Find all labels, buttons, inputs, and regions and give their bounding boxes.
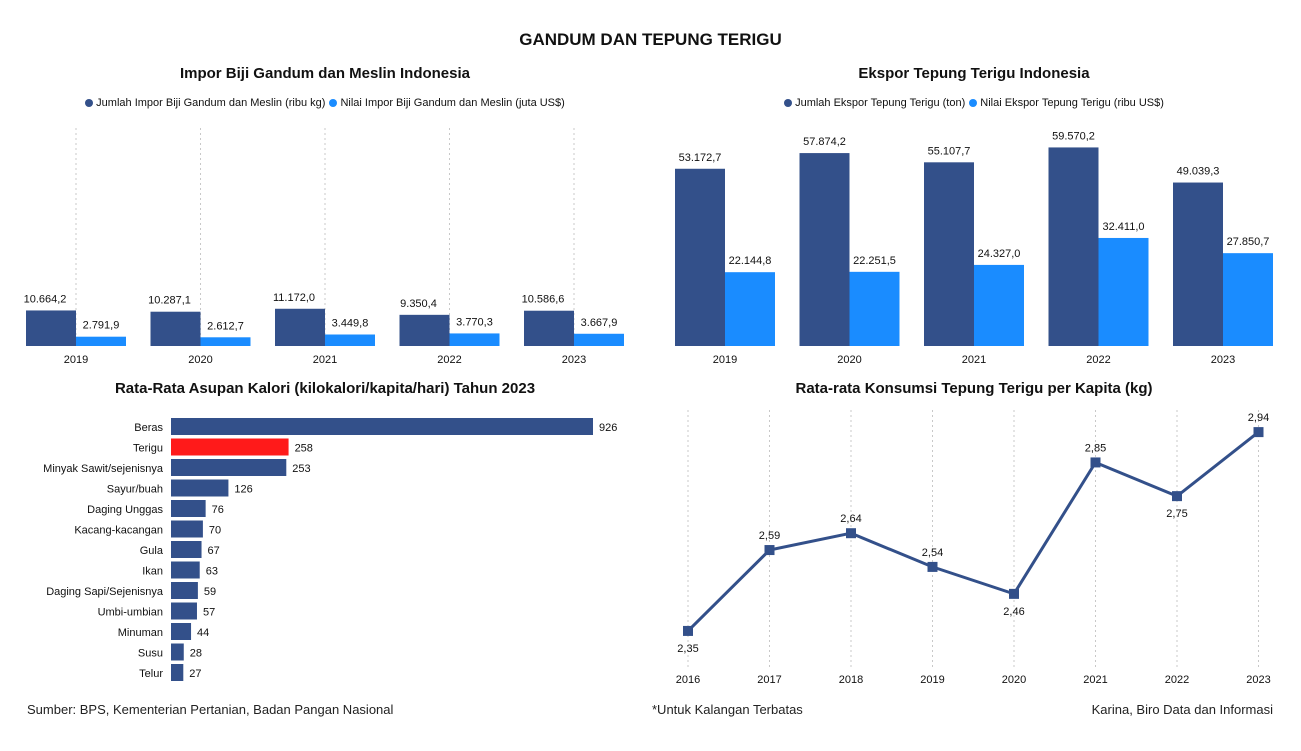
ekspor-legend-label-1: Jumlah Ekspor Tepung Terigu (ton) bbox=[795, 97, 966, 109]
data-label: 76 bbox=[211, 504, 224, 516]
bar-nilai bbox=[850, 272, 900, 346]
bar-nilai bbox=[76, 337, 126, 346]
data-label: 53.172,7 bbox=[678, 151, 722, 164]
category-label: Sayur/buah bbox=[106, 483, 163, 496]
bar-nilai bbox=[450, 333, 500, 346]
bar bbox=[171, 603, 197, 620]
data-label: 70 bbox=[208, 524, 222, 537]
legend-dot-icon bbox=[329, 99, 337, 107]
data-label: 926 bbox=[599, 422, 618, 434]
bar-jumlah bbox=[1049, 147, 1099, 346]
x-tick-label: 2021 bbox=[312, 354, 338, 366]
konsumsi-line-chart bbox=[650, 400, 1301, 695]
data-label: 10.664,2 bbox=[23, 293, 67, 306]
bar-jumlah bbox=[400, 315, 450, 346]
ekspor-legend-item-1 bbox=[784, 97, 965, 109]
author-note: Karina, Biro Data dan Informasi bbox=[1091, 702, 1273, 717]
category-label: Susu bbox=[137, 647, 163, 660]
data-label: 3.449,8 bbox=[331, 317, 369, 330]
data-label: 2,64 bbox=[840, 513, 862, 526]
impor-legend bbox=[15, 97, 635, 109]
x-tick-label: 2016 bbox=[675, 674, 701, 686]
impor-legend-item-1 bbox=[85, 97, 325, 109]
category-label: Umbi-umbian bbox=[97, 606, 163, 619]
data-label: 63 bbox=[205, 565, 218, 578]
bar-nilai bbox=[974, 265, 1024, 346]
data-label: 67 bbox=[207, 545, 220, 557]
data-label: 49.039,3 bbox=[1176, 165, 1220, 178]
x-tick-label: 2017 bbox=[757, 674, 782, 686]
data-label: 22.251,5 bbox=[853, 254, 896, 267]
data-label: 32.411,0 bbox=[1102, 220, 1145, 233]
bar-nilai bbox=[1099, 238, 1149, 346]
x-tick-label: 2020 bbox=[1001, 674, 1027, 686]
legend-dot-icon bbox=[85, 99, 93, 107]
category-label: Minuman bbox=[117, 627, 163, 639]
ekspor-chart-title: Ekspor Tepung Terigu Indonesia bbox=[858, 65, 1090, 82]
category-label: Gula bbox=[139, 545, 163, 557]
bar-jumlah bbox=[924, 162, 974, 346]
x-tick-label: 2019 bbox=[920, 674, 945, 686]
bar-jumlah bbox=[1173, 183, 1223, 346]
bar bbox=[171, 418, 593, 435]
bar-nilai bbox=[201, 337, 251, 346]
bar-nilai bbox=[574, 334, 624, 346]
category-label: Terigu bbox=[133, 442, 163, 455]
data-point bbox=[928, 562, 938, 572]
x-tick-label: 2023 bbox=[1246, 674, 1271, 686]
data-label: 258 bbox=[294, 442, 313, 455]
bar bbox=[171, 439, 289, 456]
data-label: 27 bbox=[189, 668, 202, 680]
data-label: 24.327,0 bbox=[977, 247, 1021, 260]
data-label: 57.874,2 bbox=[803, 136, 846, 149]
data-label: 2,54 bbox=[921, 546, 944, 559]
bar-nilai bbox=[725, 272, 775, 346]
legend-dot-icon bbox=[784, 99, 792, 107]
bar bbox=[171, 644, 184, 661]
page-title: GANDUM DAN TEPUNG TERIGU bbox=[519, 30, 782, 49]
data-label: 2,59 bbox=[758, 530, 781, 543]
data-point bbox=[683, 626, 693, 636]
impor-legend-item-2 bbox=[329, 97, 564, 109]
data-label: 3.667,9 bbox=[580, 316, 618, 329]
ekspor-bar-chart bbox=[650, 120, 1301, 370]
bar bbox=[171, 623, 191, 640]
bar-jumlah bbox=[26, 310, 76, 346]
x-tick-label: 2019 bbox=[63, 354, 89, 366]
x-tick-label: 2018 bbox=[838, 674, 864, 686]
bar-jumlah bbox=[151, 312, 201, 346]
category-label: Kacang-kacangan bbox=[74, 524, 163, 537]
bar bbox=[171, 582, 198, 599]
bar-nilai bbox=[325, 335, 375, 346]
data-point bbox=[1172, 491, 1182, 501]
ekspor-legend bbox=[650, 97, 1298, 109]
data-label: 2.612,7 bbox=[207, 320, 244, 333]
data-label: 57 bbox=[202, 606, 216, 619]
data-label: 44 bbox=[197, 627, 210, 639]
data-label: 27.850,7 bbox=[1226, 236, 1270, 249]
x-tick-label: 2022 bbox=[1086, 354, 1111, 366]
bar bbox=[171, 562, 200, 579]
x-tick-label: 2023 bbox=[1210, 354, 1236, 366]
data-label: 2,46 bbox=[1003, 605, 1025, 618]
data-label: 2.791,9 bbox=[82, 319, 120, 332]
impor-bar-chart bbox=[0, 120, 650, 370]
impor-chart-title: Impor Biji Gandum dan Meslin Indonesia bbox=[179, 65, 471, 82]
data-label: 10.586,6 bbox=[521, 293, 565, 306]
x-tick-label: 2021 bbox=[961, 354, 987, 366]
category-label: Ikan bbox=[142, 565, 163, 578]
data-label: 2,75 bbox=[1166, 508, 1188, 521]
category-label: Beras bbox=[134, 422, 163, 434]
category-label: Telur bbox=[139, 668, 163, 680]
bar-jumlah bbox=[675, 169, 725, 346]
bar-jumlah bbox=[524, 311, 574, 346]
data-label: 2,35 bbox=[677, 642, 699, 655]
category-label: Daging Sapi/Sejenisnya bbox=[46, 586, 163, 598]
impor-legend-label-1: Jumlah Impor Biji Gandum dan Meslin (ribu kg) bbox=[96, 97, 326, 109]
data-label: 28 bbox=[189, 647, 203, 660]
x-tick-label: 2020 bbox=[188, 354, 213, 366]
data-point bbox=[1009, 589, 1019, 599]
data-label: 59 bbox=[203, 586, 217, 598]
data-label: 59.570,2 bbox=[1052, 130, 1095, 143]
x-tick-label: 2019 bbox=[712, 354, 738, 366]
konsumsi-chart-title: Rata-rata Konsumsi Tepung Terigu per Kapita (kg) bbox=[795, 380, 1153, 397]
data-label: 126 bbox=[234, 483, 253, 496]
data-label: 2,94 bbox=[1247, 412, 1270, 425]
bar bbox=[171, 664, 183, 681]
data-label: 10.287,1 bbox=[148, 294, 191, 307]
legend-dot-icon bbox=[969, 99, 977, 107]
data-point bbox=[846, 528, 856, 538]
data-label: 2,85 bbox=[1084, 442, 1107, 455]
bar bbox=[171, 459, 286, 476]
kalori-horizontal-bar-chart bbox=[0, 410, 650, 690]
data-point bbox=[1254, 427, 1264, 437]
kalori-chart-title: Rata-Rata Asupan Kalori (kilokalori/kapita/hari) Tahun 2023 bbox=[114, 380, 536, 397]
data-label: 3.770,3 bbox=[456, 316, 493, 329]
bar bbox=[171, 500, 206, 517]
category-label: Daging Unggas bbox=[87, 504, 163, 516]
bar-nilai bbox=[1223, 253, 1273, 346]
bar-jumlah bbox=[800, 153, 850, 346]
impor-legend-label-2: Nilai Impor Biji Gandum dan Meslin (juta US$) bbox=[340, 97, 565, 109]
bar-jumlah bbox=[275, 309, 325, 346]
restricted-note: *Untuk Kalangan Terbatas bbox=[652, 702, 803, 717]
data-point bbox=[765, 545, 775, 555]
x-tick-label: 2022 bbox=[1164, 674, 1190, 686]
ekspor-legend-label-2: Nilai Ekspor Tepung Terigu (ribu US$) bbox=[980, 97, 1164, 109]
ekspor-legend-item-2 bbox=[969, 97, 1164, 109]
x-tick-label: 2020 bbox=[837, 354, 862, 366]
bar bbox=[171, 480, 228, 497]
x-tick-label: 2022 bbox=[437, 354, 462, 366]
x-tick-label: 2023 bbox=[561, 354, 587, 366]
x-tick-label: 2021 bbox=[1083, 674, 1108, 686]
data-label: 253 bbox=[292, 463, 311, 475]
bar bbox=[171, 541, 202, 558]
data-label: 22.144,8 bbox=[728, 255, 772, 268]
data-label: 55.107,7 bbox=[927, 145, 971, 158]
data-point bbox=[1091, 457, 1101, 467]
data-label: 9.350,4 bbox=[400, 297, 437, 310]
data-label: 11.172,0 bbox=[272, 291, 316, 304]
category-label: Minyak Sawit/sejenisnya bbox=[43, 463, 163, 475]
bar bbox=[171, 521, 203, 538]
source-note: Sumber: BPS, Kementerian Pertanian, Badan Pangan Nasional bbox=[27, 702, 394, 717]
